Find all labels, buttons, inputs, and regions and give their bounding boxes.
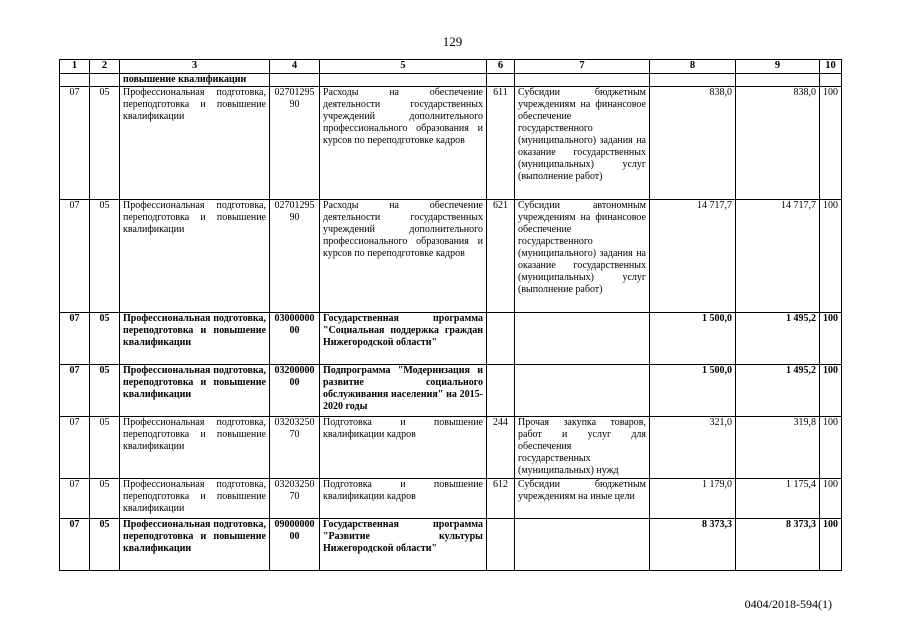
cell-target-name: Государственная программа "Развитие культуры Нижегородской области" [320, 519, 487, 571]
column-header-2: 2 [90, 60, 120, 74]
cell-section: 07 [60, 87, 90, 200]
column-header-10: 10 [820, 60, 842, 74]
cell-percent: 100 [820, 365, 842, 417]
cell-expense-name: Субсидии бюджетным учреждениям на иные цели [515, 479, 650, 519]
cell-plan: 321,0 [650, 417, 736, 479]
column-header-6: 6 [487, 60, 515, 74]
cell-section: 07 [60, 417, 90, 479]
cell-target-name: Расходы на обеспечение деятельности государственных учреждений дополнительного профессионального образования и курсов по переподготовке кадров [320, 87, 487, 200]
cell-expense-code [487, 313, 515, 365]
cell-plan: 1 500,0 [650, 313, 736, 365]
cell-actual: 838,0 [736, 87, 820, 200]
table-row [60, 365, 842, 417]
cell-percent: 100 [820, 200, 842, 313]
cell-subsection [90, 74, 120, 87]
cell-name: Профессиональная подготовка, переподготовка и повышение квалификации [120, 200, 270, 313]
cell-plan: 838,0 [650, 87, 736, 200]
cell-plan: 14 717,7 [650, 200, 736, 313]
table-row [60, 313, 842, 365]
page-number: 129 [442, 34, 463, 49]
table-row [60, 200, 842, 313]
cell-plan: 1 500,0 [650, 365, 736, 417]
cell-target-name: Расходы на обеспечение деятельности государственных учреждений дополнительного профессионального образования и курсов по переподготовке кадров [320, 200, 487, 313]
cell-expense-code: 621 [487, 200, 515, 313]
cell-expense-code [487, 74, 515, 87]
cell-expense-name [515, 519, 650, 571]
cell-actual: 1 495,2 [736, 365, 820, 417]
cell-name: повышение квалификации [120, 74, 270, 87]
cell-target-code: 0270129590 [270, 87, 320, 200]
cell-plan: 1 179,0 [650, 479, 736, 519]
header-row [60, 60, 842, 74]
cell-expense-name: Прочая закупка товаров, работ и услуг для обеспечения государственных (муниципальных) нужд [515, 417, 650, 479]
column-header-1: 1 [60, 60, 90, 74]
cell-subsection: 05 [90, 365, 120, 417]
cell-percent: 100 [820, 87, 842, 200]
cell-section: 07 [60, 200, 90, 313]
cell-name: Профессиональная подготовка, переподготовка и повышение квалификации [120, 519, 270, 571]
cell-name: Профессиональная подготовка, переподготовка и повышение квалификации [120, 479, 270, 519]
cell-expense-code: 611 [487, 87, 515, 200]
cell-section: 07 [60, 479, 90, 519]
cell-subsection: 05 [90, 313, 120, 365]
cell-target-name: Государственная программа "Социальная поддержка граждан Нижегородской области" [320, 313, 487, 365]
cell-target-name [320, 74, 487, 87]
cell-expense-code: 612 [487, 479, 515, 519]
cell-expense-name [515, 365, 650, 417]
column-header-8: 8 [650, 60, 736, 74]
document-code: 0404/2018-594(1) [744, 597, 832, 611]
cell-plan: 8 373,3 [650, 519, 736, 571]
cell-expense-name: Субсидии бюджетным учреждениям на финансовое обеспечение государственного (муниципального) задания на оказание государственных (муниципальных) услуг (выполнение работ) [515, 87, 650, 200]
budget-table [59, 59, 842, 571]
cell-section: 07 [60, 365, 90, 417]
cell-subsection: 05 [90, 200, 120, 313]
table-row [60, 74, 842, 87]
cell-actual: 8 373,3 [736, 519, 820, 571]
cell-target-code [270, 74, 320, 87]
cell-target-code: 0300000000 [270, 313, 320, 365]
cell-target-code: 0270129590 [270, 200, 320, 313]
cell-name: Профессиональная подготовка, переподготовка и повышение квалификации [120, 417, 270, 479]
cell-target-name: Подготовка и повышение квалификации кадров [320, 417, 487, 479]
cell-section: 07 [60, 313, 90, 365]
cell-name: Профессиональная подготовка, переподготовка и повышение квалификации [120, 87, 270, 200]
cell-subsection: 05 [90, 479, 120, 519]
cell-expense-code: 244 [487, 417, 515, 479]
column-header-4: 4 [270, 60, 320, 74]
table-row [60, 519, 842, 571]
cell-actual: 1 495,2 [736, 313, 820, 365]
table-row [60, 479, 842, 519]
cell-target-name: Подпрограмма "Модернизация и развитие социального обслуживания населения" на 2015-2020 годы [320, 365, 487, 417]
cell-expense-name [515, 74, 650, 87]
cell-actual: 14 717,7 [736, 200, 820, 313]
cell-expense-name: Субсидии автономным учреждениям на финансовое обеспечение государственного (муниципального) задания на оказание государственных (муниципальных) услуг (выполнение работ) [515, 200, 650, 313]
cell-percent: 100 [820, 519, 842, 571]
cell-actual: 319,8 [736, 417, 820, 479]
table-row [60, 417, 842, 479]
cell-name: Профессиональная подготовка, переподготовка и повышение квалификации [120, 313, 270, 365]
cell-target-code: 0320000000 [270, 365, 320, 417]
column-header-5: 5 [320, 60, 487, 74]
column-header-9: 9 [736, 60, 820, 74]
cell-percent: 100 [820, 313, 842, 365]
cell-actual: 1 175,4 [736, 479, 820, 519]
column-header-3: 3 [120, 60, 270, 74]
cell-subsection: 05 [90, 519, 120, 571]
cell-subsection: 05 [90, 417, 120, 479]
cell-plan [650, 74, 736, 87]
cell-target-name: Подготовка и повышение квалификации кадров [320, 479, 487, 519]
cell-expense-code [487, 519, 515, 571]
cell-subsection: 05 [90, 87, 120, 200]
cell-percent: 100 [820, 479, 842, 519]
column-header-7: 7 [515, 60, 650, 74]
cell-target-code: 0320325070 [270, 479, 320, 519]
cell-expense-code [487, 365, 515, 417]
cell-percent: 100 [820, 417, 842, 479]
cell-percent [820, 74, 842, 87]
cell-section [60, 74, 90, 87]
cell-target-code: 0900000000 [270, 519, 320, 571]
cell-actual [736, 74, 820, 87]
table-row [60, 87, 842, 200]
cell-section: 07 [60, 519, 90, 571]
cell-name: Профессиональная подготовка, переподготовка и повышение квалификации [120, 365, 270, 417]
cell-expense-name [515, 313, 650, 365]
cell-target-code: 0320325070 [270, 417, 320, 479]
